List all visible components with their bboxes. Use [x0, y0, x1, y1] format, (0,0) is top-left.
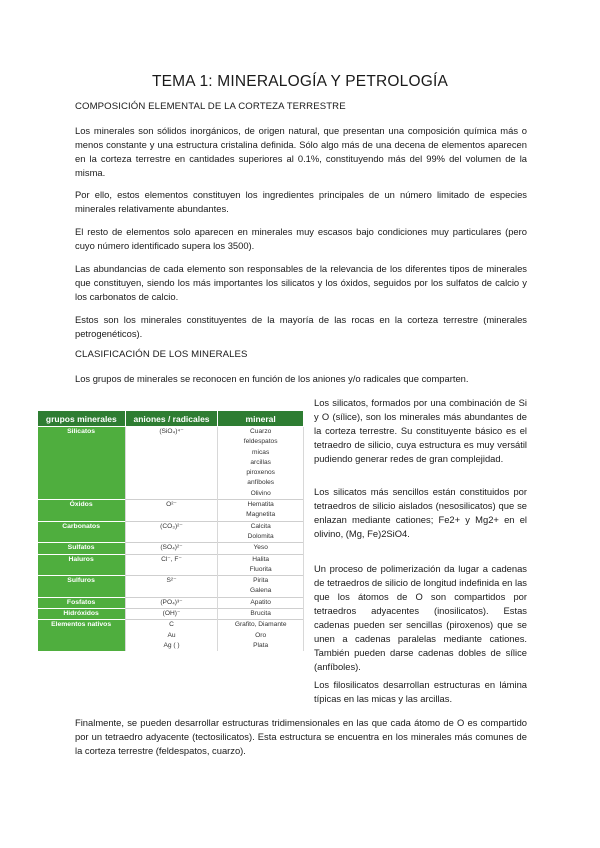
anion-value: C — [169, 621, 174, 629]
closing-paragraph: Finalmente, se pueden desarrollar estructuras tridimensionales en las que cada átomo de O es compartido por un tetraedro adyacente (tectosilicatos). Esta estructura se encuentra en los minerales más comunes de la corteza terrestre (feldespatos, cuarzo). — [75, 717, 527, 756]
mineral: arcillas — [250, 458, 271, 466]
table-row-hidroxidos — [38, 609, 304, 620]
classification-intro: Los grupos de minerales se reconocen en función de los aniones y/o radicales que comparten. — [75, 373, 469, 384]
group-name: Haluros — [38, 554, 126, 576]
minerals — [218, 543, 304, 554]
table-row-oxidos — [38, 500, 304, 522]
section-heading-classification: CLASIFICACIÓN DE LOS MINERALES — [75, 349, 248, 360]
table-row-sulfatos — [38, 543, 304, 554]
mineral: Hematita — [247, 501, 274, 509]
page-title: TEMA 1: MINERALOGÍA Y PETROLOGÍA — [151, 73, 449, 90]
anion: (CO₃)²⁻ — [125, 521, 218, 543]
mineral: feldespatos — [243, 438, 278, 446]
anion-value: Ag ( ) — [163, 641, 180, 649]
group-name: Óxidos — [38, 500, 126, 522]
group-name: Sulfatos — [38, 543, 126, 554]
anion — [125, 620, 218, 651]
anion: S²⁻ — [125, 576, 218, 598]
mineral: Dolomita — [247, 532, 274, 540]
mineral: piroxenos — [246, 469, 275, 477]
mineral: Calcita — [250, 522, 271, 530]
minerals — [218, 500, 304, 522]
minerals — [218, 521, 304, 543]
right-paragraph-3: Un proceso de polimerización da lugar a cadenas de tetraedros de silicio de longitud indefinida en las que los átomos de O son compartidos por tetraedros adyacentes (inosilicatos). Estas cadenas pueden ser sencillas (piroxenos) que se unen a cadenas paralelas mediante cationes. También pueden darse cadenas dobles de sílice (anfíboles). — [314, 563, 527, 672]
anion: (OH)⁻ — [125, 609, 218, 620]
mineral: Magnetita — [246, 511, 276, 519]
mineral: Olivino — [250, 489, 271, 497]
minerals — [218, 554, 304, 576]
paragraph-4: Las abundancias de cada elemento son responsables de la relevancia de los diferentes tipos de minerales que constituyen, siendo los más importantes los silicatos y los óxidos, seguidos por los sulfatos de calcio y los carbonatos de calcio. — [75, 263, 527, 302]
table-row-elementos-nativos — [38, 620, 304, 651]
table-row-carbonatos — [38, 521, 304, 543]
mineral: Oro — [255, 631, 267, 639]
right-paragraph-1: Los silicatos, formados por una combinación de Si y O (sílice), son los minerales más abundantes de la corteza terrestre. Su constituyente básico es el tetraedro de silicio, cuya estructura es muy versátil pudiendo generar redes de gran complejidad. — [314, 397, 527, 464]
mineral: micas — [252, 448, 270, 456]
group-name: Carbonatos — [38, 521, 126, 543]
paragraph-1: Los minerales son sólidos inorgánicos, de origen natural, que presentan una composición química más o menos constante y una estructura cristalina definida. Sólo algo más de una decena de elementos aparecen en la corteza terrestre en cantidades superiores al 0.1%, constituyendo más del 99% del volumen de la misma. — [75, 125, 527, 178]
anion: O²⁻ — [125, 500, 218, 522]
table-header-row — [38, 411, 304, 427]
mineral: Galena — [250, 587, 272, 595]
minerals — [218, 576, 304, 598]
anion: (PO₄)³⁻ — [125, 597, 218, 608]
group-name: Elementos nativos — [38, 620, 126, 651]
anion: Cl⁻, F⁻ — [125, 554, 218, 576]
mineral: anfíboles — [247, 479, 275, 487]
minerals-table — [37, 410, 304, 651]
mineral: Grafito, Diamante — [234, 621, 287, 629]
header-mineral: mineral — [218, 411, 304, 427]
minerals — [218, 597, 304, 608]
mineral: Plata — [253, 641, 269, 649]
section-heading-composition: COMPOSICIÓN ELEMENTAL DE LA CORTEZA TERRESTRE — [75, 101, 346, 112]
header-anions: aniones / radicales — [125, 411, 218, 427]
anion-value: Au — [167, 631, 176, 639]
mineral: Apatito — [250, 598, 271, 606]
group-name: Hidróxidos — [38, 609, 126, 620]
right-paragraph-4: Los filosilicatos desarrollan estructuras en lámina típicas en las micas y las arcillas. — [314, 679, 527, 704]
mineral: Cuarzo — [250, 428, 272, 435]
right-paragraph-2: Los silicatos más sencillos están constituidos por tetraedros de silicio aislados (nesosilicatos) que se enlazan mediante cationes; Fe2+ y Mg2+ en el olivino, (Mg, Fe)2SiO4. — [314, 486, 527, 539]
minerals — [218, 427, 304, 500]
table-row-silicatos — [38, 427, 304, 500]
group-name: Fosfatos — [38, 597, 126, 608]
group-name: Silicatos — [38, 427, 126, 500]
group-name: Sulfuros — [38, 576, 126, 598]
mineral: Yeso — [253, 544, 268, 552]
paragraph-5: Estos son los minerales constituyentes de la mayoría de las rocas en la corteza terrestre (minerales petrogenéticos). — [75, 314, 527, 339]
table-row-haluros — [38, 554, 304, 576]
table-row-fosfatos — [38, 597, 304, 608]
mineral: Halita — [252, 555, 270, 563]
anion: (SiO₄)⁴⁻ — [125, 427, 218, 500]
minerals — [218, 620, 304, 651]
anion: (SO₄)²⁻ — [125, 543, 218, 554]
mineral: Brucita — [250, 610, 271, 618]
paragraph-3: El resto de elementos solo aparecen en minerales muy escasos bajo condiciones muy particulares (pero cuyo número identificado supera los 3500). — [75, 226, 527, 251]
table-row-sulfuros — [38, 576, 304, 598]
minerals — [218, 609, 304, 620]
paragraph-2: Por ello, estos elementos constituyen los ingredientes principales de un número limitado de especies minerales relativamente abundantes. — [75, 189, 527, 214]
mineral: Fluorita — [249, 565, 272, 573]
header-groups: grupos minerales — [38, 411, 126, 427]
mineral: Pirita — [253, 577, 269, 585]
